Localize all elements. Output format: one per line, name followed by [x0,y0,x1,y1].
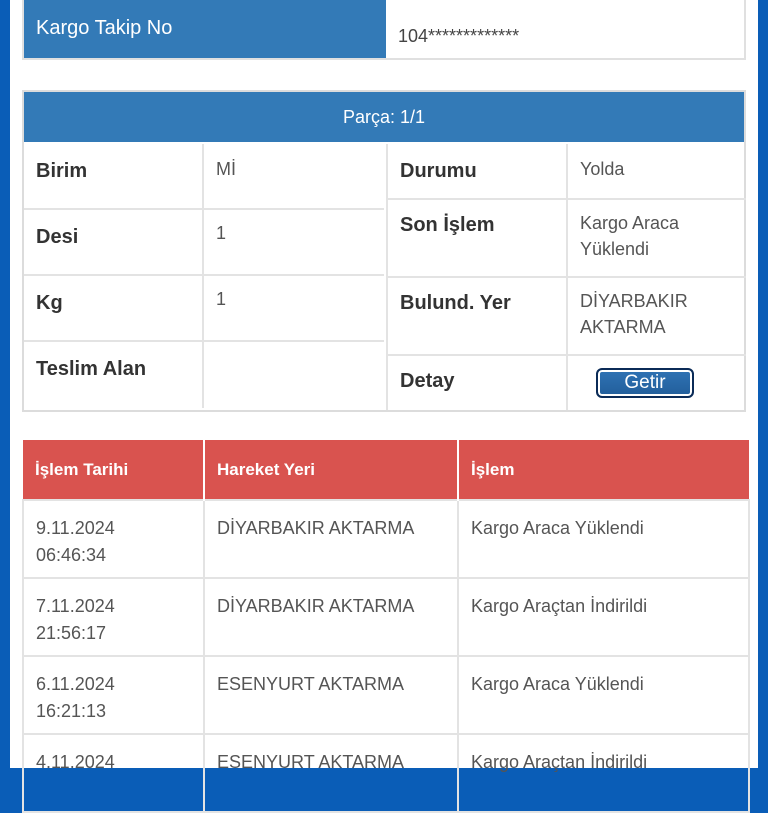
row-place: ESENYURT AKTARMA [204,734,458,812]
durumu-value: Yolda [580,159,625,179]
row-date-cell [23,500,204,578]
detay-value [568,356,746,410]
table-row [23,656,749,734]
tracking-number: 104************* [386,0,744,58]
teslim-alan-label: Teslim Alan [24,342,204,408]
row-date: 9.11.2024 [36,518,115,538]
teslim-alan-row [24,342,384,408]
kg-label: Kg [24,276,204,340]
parca-right-column [386,144,746,410]
detay-label: Detay [388,356,568,410]
table-row [23,500,749,578]
header-hareket-yeri: Hareket Yeri [204,440,458,500]
desi-row [24,210,384,276]
desi-label: Desi [24,210,204,274]
header-islem: İşlem [458,440,749,500]
detay-row [388,356,746,410]
parca-title: Parça: 1/1 [24,92,744,142]
row-date: 4.11.2024 [36,752,115,772]
history-header-row [23,440,749,500]
row-time: 16:21:13 [36,701,107,721]
bulund-yer-label: Bulund. Yer [388,278,568,354]
row-action: Kargo Araçtan İndirildi [458,578,749,656]
row-date-cell [23,656,204,734]
parca-left-column [24,144,384,408]
history-table [22,440,750,813]
kg-row [24,276,384,342]
row-time: 06:46:34 [36,545,107,565]
durumu-row [388,144,746,200]
row-time: 21:56:17 [36,623,107,643]
row-place: ESENYURT AKTARMA [204,656,458,734]
row-place: DİYARBAKIR AKTARMA [204,500,458,578]
son-islem-row [388,200,746,278]
row-action: Kargo Araca Yüklendi [458,500,749,578]
row-date: 7.11.2024 [36,596,115,616]
son-islem-value: Kargo Araca Yüklendi [580,213,680,259]
birim-row [24,144,384,210]
desi-value: 1 [216,223,227,243]
son-islem-label: Son İşlem [388,200,568,276]
birim-value: Mİ [216,159,236,179]
tracking-label: Kargo Takip No [24,0,386,58]
bulund-yer-value: DİYARBAKIR AKTARMA [580,291,688,337]
row-place: DİYARBAKIR AKTARMA [204,578,458,656]
row-action: Kargo Araca Yüklendi [458,656,749,734]
table-row [23,734,749,812]
row-action: Kargo Araçtan İndirildi [458,734,749,812]
tracking-row [22,0,746,60]
birim-label: Birim [24,144,204,208]
getir-button[interactable]: Getir [596,368,694,398]
parca-panel [22,90,746,412]
header-islem-tarihi: İşlem Tarihi [23,440,204,500]
row-date-cell [23,578,204,656]
row-date: 6.11.2024 [36,674,115,694]
teslim-alan-value [204,342,384,408]
durumu-label: Durumu [388,144,568,198]
row-date-cell [23,734,204,812]
table-row [23,578,749,656]
bulund-yer-row [388,278,746,356]
kg-value: 1 [216,289,227,309]
page-content [10,0,758,772]
